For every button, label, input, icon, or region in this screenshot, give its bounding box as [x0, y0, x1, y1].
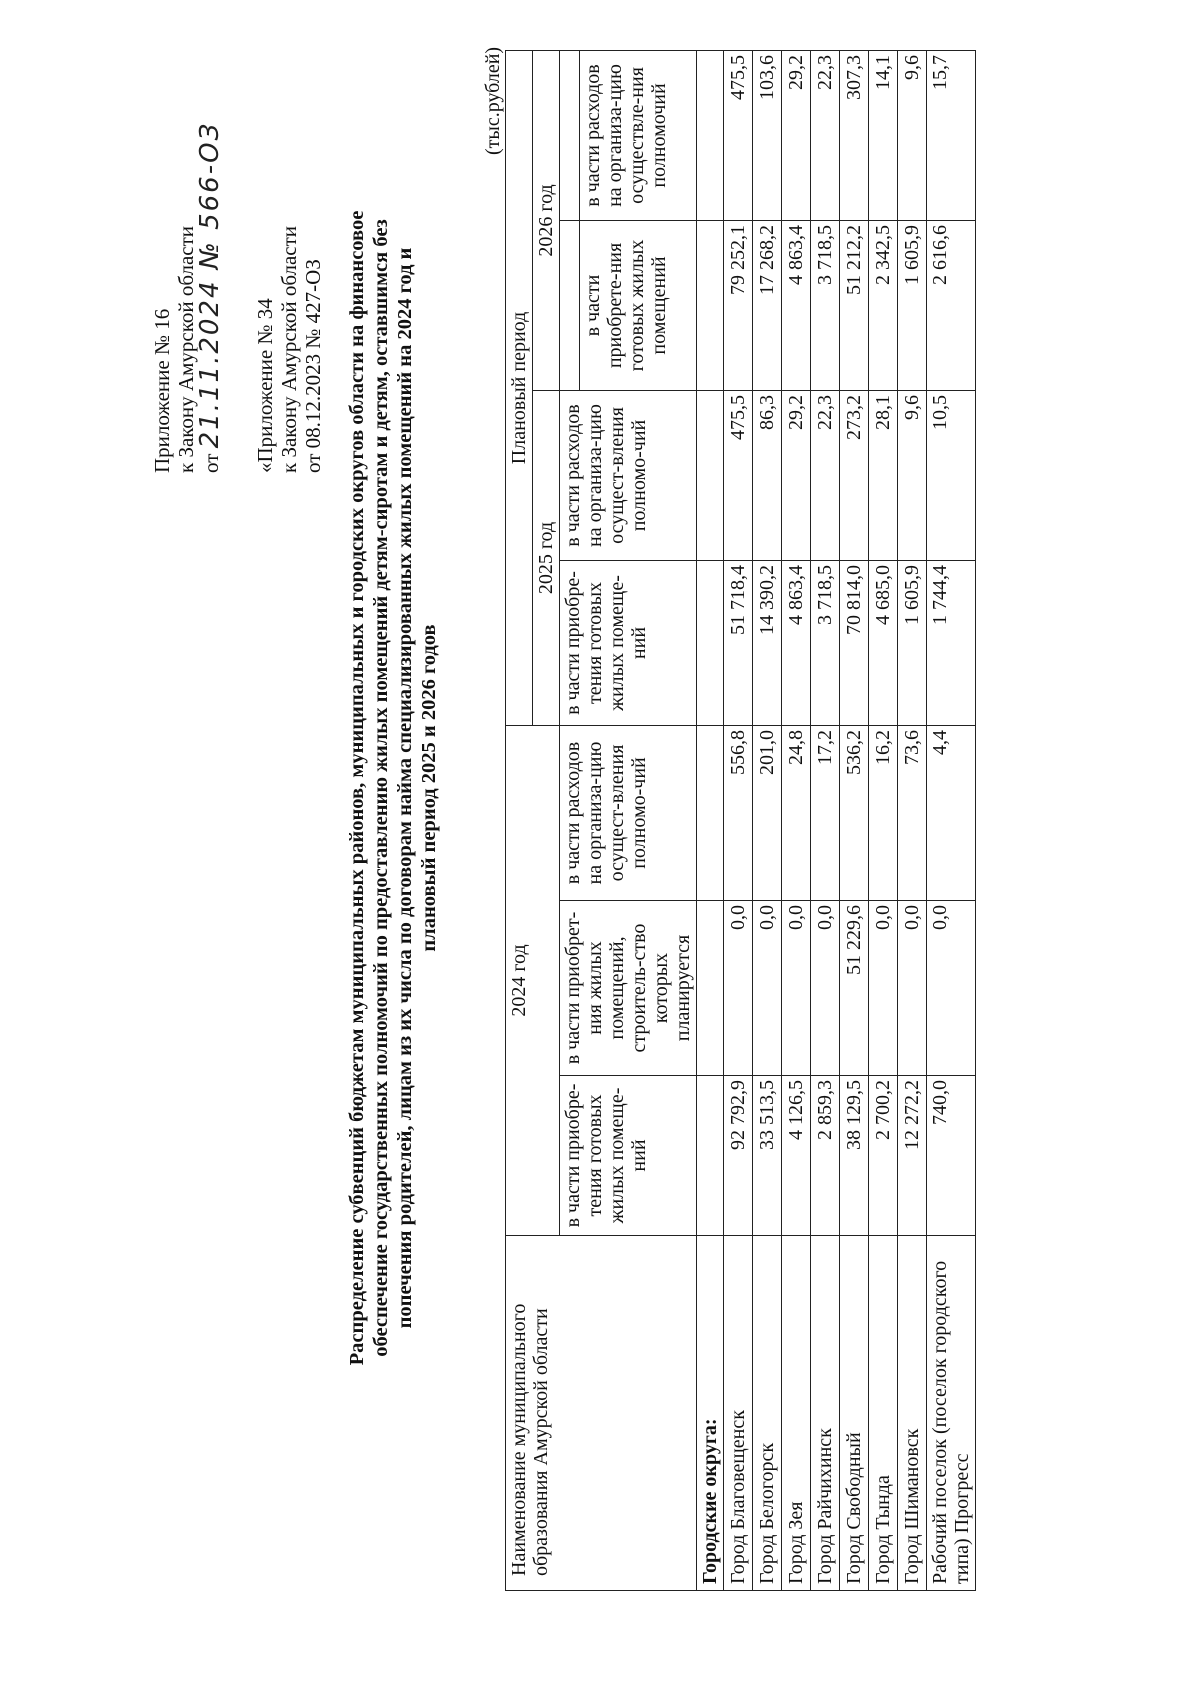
cell-value: 4 126,5: [782, 1076, 811, 1236]
cell-value: 3 718,5: [811, 561, 840, 726]
document-title: Распределение субвенций бюджетам муниципальных районов, муниципальных и городских округов области на финансовое обеспечение государственных полномочий по предоставлению жилых помещений детям-сиротам и детям, оставшимся без попечения родителей, лицам из их числа по договорам найма специализированных жилых помещений на 2024 год и плановый период 2025 и 2026 годов: [346, 210, 440, 1366]
cell-value: 0,0: [724, 901, 753, 1076]
table-row: [869, 50, 898, 1590]
cell-value: 1 744,4: [927, 561, 976, 726]
cell-value: 73,6: [898, 726, 927, 901]
row-name: Город Шимановск: [898, 1236, 927, 1591]
row-name: Город Зея: [782, 1236, 811, 1591]
header-municipality-name: Наименование муниципального образования Амурской области: [506, 1236, 697, 1591]
appendix-line-5: к Закону Амурской области: [277, 225, 301, 473]
table-row: [782, 50, 811, 1590]
cell-value: 475,5: [724, 50, 753, 220]
cell-value: 3 718,5: [811, 221, 840, 391]
cell-value: 9,6: [898, 50, 927, 220]
cell-value: 201,0: [753, 726, 782, 901]
subheader-2026-organization-costs: в части расходов на организа-цию осуществле-ния полномочий: [580, 50, 697, 220]
cell-value: 22,3: [811, 391, 840, 561]
table-row: [724, 50, 753, 1590]
cell-value: 2 859,3: [811, 1076, 840, 1236]
table-row: [753, 50, 782, 1590]
appendix-block: [150, 13, 325, 473]
cell-value: 29,2: [782, 50, 811, 220]
header-year-2024: 2024 год: [506, 726, 560, 1236]
cell-value: 10,5: [927, 391, 976, 561]
cell-value: 92 792,9: [724, 1076, 753, 1236]
subheader-2024-organization-costs: в части расходов на организа-цию осущест-вления полномо-чий: [560, 726, 697, 901]
cell-value: 4 863,4: [782, 561, 811, 726]
cell-value: 28,1: [869, 391, 898, 561]
row-name: Город Белогорск: [753, 1236, 782, 1591]
cell-value: 2 700,2: [869, 1076, 898, 1236]
cell-value: 0,0: [869, 901, 898, 1076]
group-label-city-districts: Городские округа:: [697, 1236, 724, 1591]
subheader-2025-ready-housing: в части приобре-тения готовых жилых помеще-ний: [560, 561, 697, 726]
cell-value: 475,5: [724, 391, 753, 561]
appendix-line-6: от 08.12.2023 № 427-ОЗ: [301, 259, 325, 473]
table-row: [898, 50, 927, 1590]
cell-value: 0,0: [811, 901, 840, 1076]
header-year-2026: 2026 год: [533, 50, 560, 390]
appendix-line-4: «Приложение № 34: [253, 298, 277, 473]
header-planned-period: Плановый период: [506, 50, 533, 725]
cell-value: 22,3: [811, 50, 840, 220]
row-name: Рабочий поселок (поселок городского типа) Прогресс: [927, 1236, 976, 1591]
cell-value: 86,3: [753, 391, 782, 561]
cell-value: 740,0: [927, 1076, 976, 1236]
cell-value: 103,6: [753, 50, 782, 220]
cell-value: 9,6: [898, 391, 927, 561]
cell-value: 0,0: [898, 901, 927, 1076]
cell-value: 38 129,5: [840, 1076, 869, 1236]
subheader-2024-ready-housing: в части приобре-тения готовых жилых помеще-ний: [560, 1076, 697, 1236]
row-name: Город Свободный: [840, 1236, 869, 1591]
cell-value: 16,2: [869, 726, 898, 901]
cell-value: 0,0: [782, 901, 811, 1076]
cell-value: 0,0: [753, 901, 782, 1076]
cell-value: 307,3: [840, 50, 869, 220]
cell-value: 536,2: [840, 726, 869, 901]
cell-value: 17 268,2: [753, 221, 782, 391]
cell-value: 51 718,4: [724, 561, 753, 726]
cell-value: 17,2: [811, 726, 840, 901]
units-label: (тыс.рублей): [482, 46, 504, 155]
subheader-2024-planned-construction: в части приобрет-ния жилых помещений, строитель-ство которых планируется: [560, 901, 697, 1076]
header-spacer: [560, 50, 580, 220]
row-name: Город Благовещенск: [724, 1236, 753, 1591]
cell-value: 2 342,5: [869, 221, 898, 391]
appendix-gap: [223, 13, 253, 473]
appendix-date-prefix: от: [199, 448, 223, 473]
cell-value: 51 212,2: [840, 221, 869, 391]
table-row: [927, 50, 976, 1590]
cell-value: 14 390,2: [753, 561, 782, 726]
cell-value: 29,2: [782, 391, 811, 561]
row-name: Город Тында: [869, 1236, 898, 1591]
cell-value: 70 814,0: [840, 561, 869, 726]
header-spacer: [560, 221, 580, 391]
appendix-line-1: Приложение № 16: [150, 308, 174, 473]
cell-value: 4 685,0: [869, 561, 898, 726]
cell-value: 24,8: [782, 726, 811, 901]
header-year-2025: 2025 год: [533, 391, 560, 726]
cell-value: 33 513,5: [753, 1076, 782, 1236]
cell-value: 51 229,6: [840, 901, 869, 1076]
appendix-line-3: [195, 13, 225, 473]
subheader-2026-ready-housing: в части приобрете-ния готовых жилых помещений: [580, 221, 697, 391]
cell-value: 79 252,1: [724, 221, 753, 391]
cell-value: 15,7: [927, 50, 976, 220]
cell-value: 14,1: [869, 50, 898, 220]
cell-value: 4 863,4: [782, 221, 811, 391]
cell-value: 1 605,9: [898, 221, 927, 391]
cell-value: 2 616,6: [927, 221, 976, 391]
cell-value: 273,2: [840, 391, 869, 561]
cell-value: 556,8: [724, 726, 753, 901]
cell-value: 4,4: [927, 726, 976, 901]
table-row: [840, 50, 869, 1590]
subheader-2025-organization-costs: в части расходов на организа-цию осущест-вления полномо-чий: [560, 391, 697, 561]
handwritten-date-number: 21.11.2024 № 566-ОЗ: [195, 121, 225, 449]
appendix-line-2: к Закону Амурской области: [174, 225, 198, 473]
cell-value: 0,0: [927, 901, 976, 1076]
row-name: Город Райчихинск: [811, 1236, 840, 1591]
cell-value: 12 272,2: [898, 1076, 927, 1236]
cell-value: 1 605,9: [898, 561, 927, 726]
table-row: [811, 50, 840, 1590]
subventions-table: [505, 50, 976, 1591]
